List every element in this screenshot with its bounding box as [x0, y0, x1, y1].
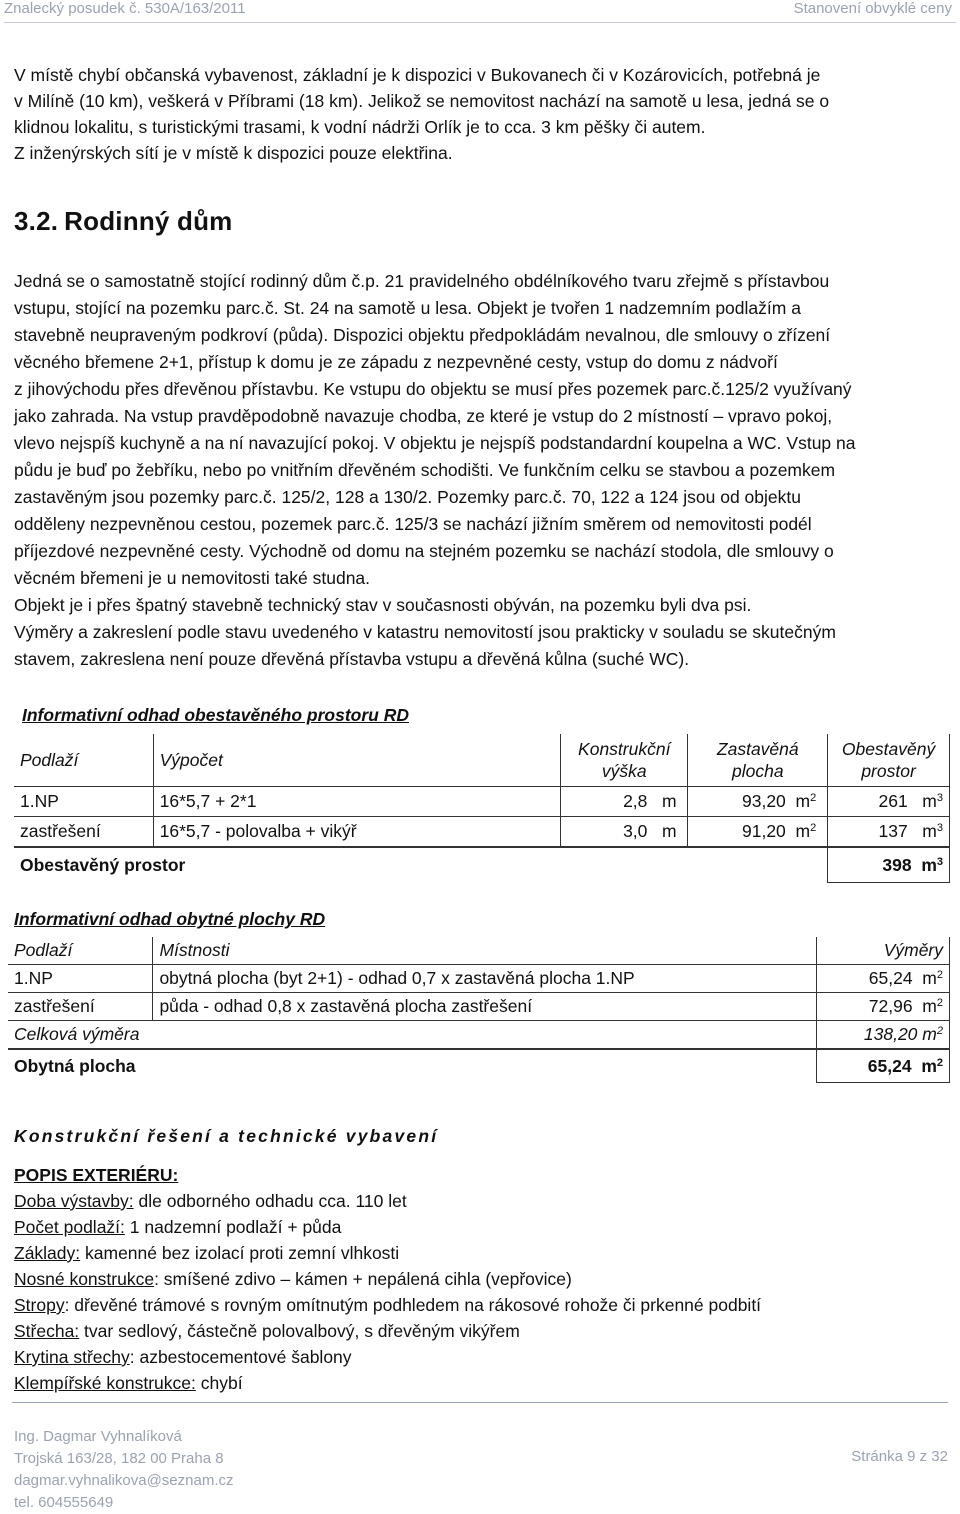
body-line: stavem, zakreslena není pouze dřevěná přístavba vstupu a dřevěná kůlna (suché WC).: [14, 649, 690, 669]
col-header-floor: Podlaží: [14, 734, 153, 787]
subtotal-value: 138,20 $m^2$: [816, 1021, 949, 1050]
table-row: [14, 787, 950, 817]
header-document-id: Znalecký posudek č. 530A/163/2011: [4, 0, 246, 17]
list-item: Stropy: dřevěné trámové s rovným omítnutým podhledem na rákosové rohože či prkenné podbití: [14, 1295, 762, 1315]
header-divider: [4, 22, 956, 23]
body-line: vlevo nejspíš kuchyně a na ní navazující pokoj. V objektu je nejspíš podstandardní koupelna a WC. Vstup na: [14, 433, 856, 453]
table-header-row: [8, 937, 950, 965]
list-item: Klempířské konstrukce: chybí: [14, 1373, 243, 1393]
volume-table-title: Informativní odhad obestavěného prostoru RD: [22, 705, 409, 725]
body-line: z jihovýchodu přes dřevěnou přístavbu. Ke vstupu do objektu se musí přes pozemek parc.č.125/2 využívaný: [14, 379, 852, 399]
total-value: 398 $m^3$: [828, 847, 950, 883]
body-line: stavebně neupraveným podkroví (půda). Dispozici objektu předpokládám nevalnou, dle smlouvy o zřízení: [14, 325, 831, 345]
section-number: 3.2.: [14, 206, 59, 236]
page-footer: [0, 1402, 960, 1511]
cell-calc: 16*5,7 + 2*1: [153, 787, 560, 817]
cell-room: obytná plocha (byt 2+1) - odhad 0,7 x zastavěná plocha 1.NP: [153, 965, 816, 993]
intro-line: klidnou lokalitu, s turistickými trasami, k vodní nádrži Orlík je to cca. 3 km pěšky či autem.: [14, 117, 706, 137]
cell-calc: 16*5,7 - polovalba + vikýř: [153, 817, 560, 848]
author-address: Trojská 163/28, 182 00 Praha 8: [14, 1450, 224, 1467]
body-line: Výměry a zakreslení podle stavu uvedeného v katastru nemovitostí jsou prakticky v souladu se skutečným: [14, 622, 836, 642]
cell-area: 91,20 $m^2$: [688, 817, 828, 848]
exterior-title: POPIS EXTERIÉRU:: [14, 1165, 179, 1185]
construction-heading: Konstrukční řešení a technické vybavení: [14, 1126, 439, 1146]
author-name: Ing. Dagmar Vyhnalíková: [14, 1428, 182, 1445]
table-total-row: [14, 847, 950, 883]
body-line: vstupu, stojící na pozemku parc.č. St. 24 na samotě u lesa. Objekt je tvořen 1 nadzemním podlažím a: [14, 298, 801, 318]
total-value: 65,24 $m^2$: [816, 1049, 949, 1083]
col-header-height: Konstrukční výška: [561, 734, 688, 787]
cell-area: 72,96 $m^2$: [816, 993, 949, 1021]
cell-volume: 261 $m^3$: [828, 787, 950, 817]
col-header-floor: Podlaží: [8, 937, 153, 965]
col-header-rooms: Místnosti: [153, 937, 816, 965]
exterior-description: [14, 1162, 944, 1396]
col-header-volume: Obestavěný prostor: [828, 734, 950, 787]
list-item: Krytina střechy: azbestocementové šablony: [14, 1347, 352, 1367]
body-line: Jedná se o samostatně stojící rodinný dům č.p. 21 pravidelného obdélníkového tvaru zřejmě s přístavbou: [14, 271, 830, 291]
page-number: Stránka 9 z 32: [851, 1448, 948, 1465]
list-item: Počet podlaží: 1 nadzemní podlaží + půda: [14, 1217, 342, 1237]
list-item: Doba výstavby: dle odborného odhadu cca. 110 let: [14, 1191, 407, 1211]
col-header-area: Výměry: [816, 937, 949, 965]
area-table: [8, 937, 950, 1083]
body-line: odděleny nezpevněnou cestou, pozemek parc.č. 125/3 se nachází jižním směrem od nemovitosti podél: [14, 514, 812, 534]
cell-volume: 137 $m^3$: [828, 817, 950, 848]
author-email: dagmar.vyhnalikova@seznam.cz: [14, 1472, 234, 1489]
table-row: [14, 817, 950, 848]
area-table-title: Informativní odhad obytné plochy RD: [14, 909, 326, 929]
section-heading: [14, 206, 238, 237]
table-row: [8, 993, 950, 1021]
intro-line: V místě chybí občanská vybavenost, základní je k dispozici v Bukovanech či v Kozárovicích, potřebná je: [14, 65, 821, 85]
cell-floor: 1.NP: [14, 787, 153, 817]
intro-paragraph: [14, 62, 944, 166]
list-item: Střecha: tvar sedlový, částečně polovalbový, s dřevěným vikýřem: [14, 1321, 520, 1341]
cell-area: 65,24 $m^2$: [816, 965, 949, 993]
list-item: Nosné konstrukce: smíšené zdivo – kámen + nepálená cihla (vepřovice): [14, 1269, 572, 1289]
table-header-row: [14, 734, 950, 787]
intro-line: Z inženýrských sítí je v místě k dispozici pouze elektřina.: [14, 143, 453, 163]
cell-height: 2,8 m: [561, 787, 688, 817]
body-line: jako zahrada. Na vstup pravděpodobně navazuje chodba, ze které je vstup do 2 místností – vpravo pokoj,: [14, 406, 833, 426]
body-line: věcném břemeni je u nemovitosti také studna.: [14, 568, 371, 588]
body-line: příjezdové nezpevněné cesty. Východně od domu na stejném pozemku se nachází stodola, dle smlouvy o: [14, 541, 834, 561]
header-section-title: Stanovení obvyklé ceny: [793, 0, 952, 17]
subtotal-label: Celková výměra: [8, 1021, 816, 1050]
list-item: Základy: kamenné bez izolací proti zemní vlhkosti: [14, 1243, 400, 1263]
cell-floor: 1.NP: [8, 965, 153, 993]
table-total-row: [8, 1049, 950, 1083]
body-line: půdu je buď po žebříku, nebo po vnitřním dřevěném schodišti. Ve funkčním celku se stavbou a pozemkem: [14, 460, 836, 480]
table-subtotal-row: [8, 1021, 950, 1050]
cell-floor: zastřešení: [14, 817, 153, 848]
author-phone: tel. 604555649: [14, 1494, 114, 1511]
author-contact: [14, 1426, 234, 1514]
col-header-area: Zastavěná plocha: [688, 734, 828, 787]
total-label: Obytná plocha: [8, 1049, 816, 1083]
table-row: [8, 965, 950, 993]
cell-room: půda - odhad 0,8 x zastavěná plocha zastřešení: [153, 993, 816, 1021]
cell-floor: zastřešení: [8, 993, 153, 1021]
col-header-calc: Výpočet: [153, 734, 560, 787]
description-paragraph: [14, 268, 944, 673]
page-header: [0, 0, 960, 22]
cell-height: 3,0 m: [561, 817, 688, 848]
body-line: věcného břemene 2+1, přístup k domu je ze západu z nezpevněné cesty, vstup do domu z nádvoří: [14, 352, 778, 372]
body-line: zastavěným jsou pozemky parc.č. 125/2, 128 a 130/2. Pozemky parc.č. 70, 122 a 124 jsou od objektu: [14, 487, 801, 507]
footer-divider: [12, 1402, 948, 1403]
body-line: Objekt je i přes špatný stavebně technický stav v současnosti obýván, na pozemku byli dva psi.: [14, 595, 752, 615]
volume-table: [14, 734, 950, 883]
intro-line: v Milíně (10 km), veškerá v Příbrami (18 km). Jelikož se nemovitost nachází na samotě u lesa, jedná se o: [14, 91, 830, 111]
section-title: Rodinný dům: [64, 206, 233, 236]
cell-area: 93,20 $m^2$: [688, 787, 828, 817]
total-label: Obestavěný prostor: [14, 847, 828, 883]
